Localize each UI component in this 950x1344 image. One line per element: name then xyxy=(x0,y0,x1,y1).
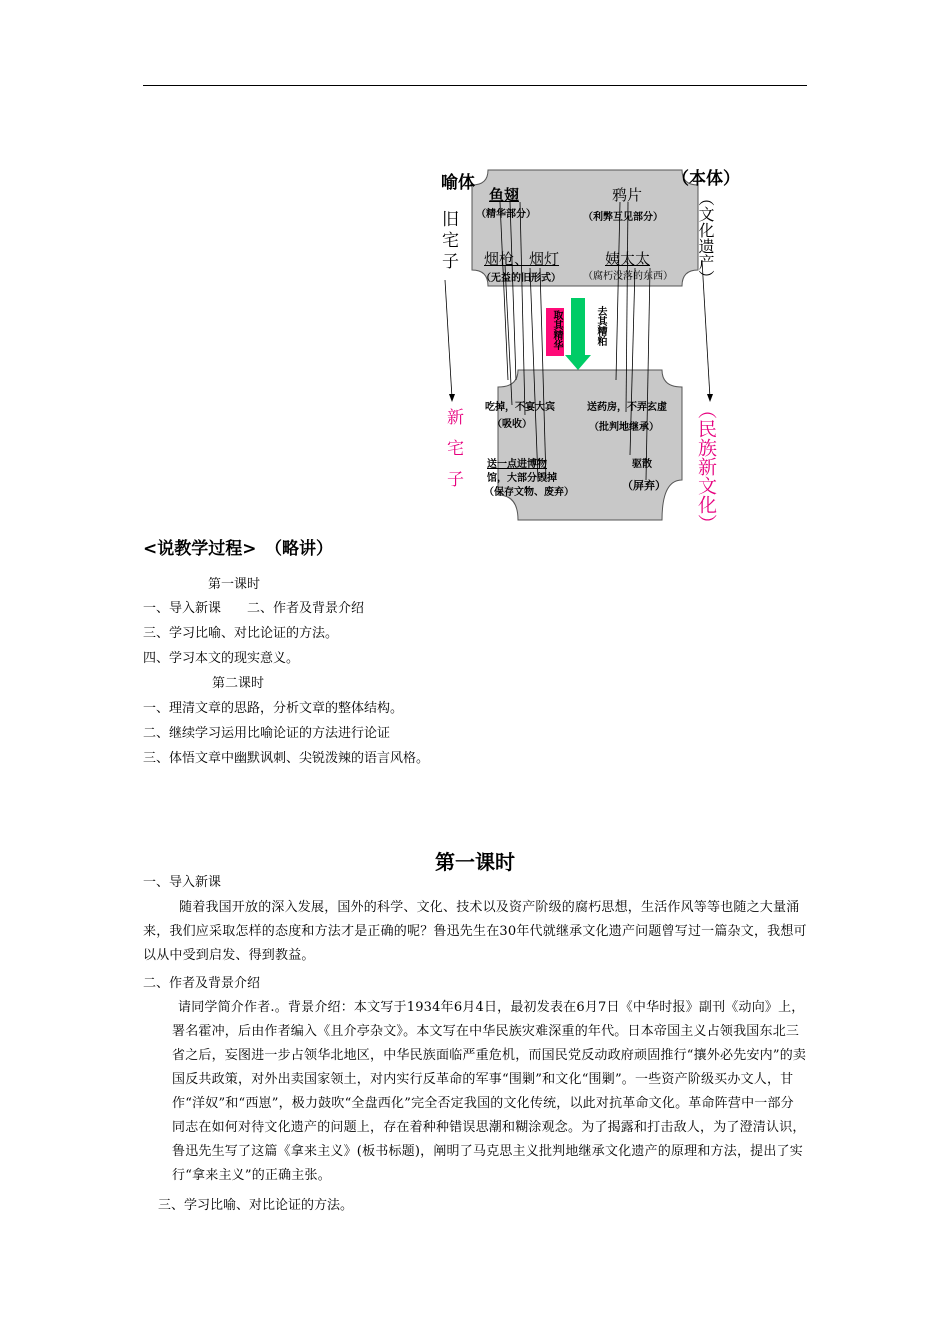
lesson1-item: 一、导入新课 二、作者及背景介绍 xyxy=(143,601,365,616)
section3-heading: 三、学习比喻、对比论证的方法。 xyxy=(158,1198,354,1213)
section-heading: <说教学过程> （略讲） xyxy=(143,539,333,559)
lesson1-item: 四、学习本文的现实意义。 xyxy=(143,651,300,666)
bottom-item-line2: （批判地继承） xyxy=(589,422,659,433)
diagram-right-vertical: （文化遗产） xyxy=(696,190,715,286)
diagram-left-vertical: 旧宅子 xyxy=(438,210,458,273)
header-rule xyxy=(143,85,807,86)
lesson1-title: 第一课时 xyxy=(208,577,261,592)
top-item-sub: （利弊互见部分） xyxy=(583,212,663,223)
pink-label: 取其精华 xyxy=(551,310,562,350)
bottom-item-line2: （吸收） xyxy=(492,419,532,430)
main-title: 第一课时 xyxy=(435,850,515,874)
lesson2-item: 三、体悟文章中幽默讽刺、尖锐泼辣的语言风格。 xyxy=(143,751,430,766)
arrow-label: 去其糟粕 xyxy=(595,306,606,346)
lesson1-item: 三、学习比喻、对比论证的方法。 xyxy=(143,626,339,641)
bottom-item-line2: （屏弃） xyxy=(622,479,666,492)
section2-heading: 二、作者及背景介绍 xyxy=(143,976,261,991)
bottom-item-line1: 吃掉，不宴大宾 xyxy=(485,402,555,413)
green-arrow-shaft xyxy=(571,298,585,358)
bottom-item-line3: （保存文物、废弃） xyxy=(484,487,574,498)
diagram-left-title: 喻体 xyxy=(441,173,475,193)
top-item-name: 姨太太 xyxy=(605,250,651,268)
section1-paragraph: 随着我国开放的深入发展，国外的科学、文化、技术以及资产阶级的腐朽思想，生活作风等等也随之大量涌来，我们应采取怎样的态度和方法才是正确的呢？鲁迅先生在30年代就继承文化遗产问题曾写过一篇杂文，我想可以从中受到启发、得到教益。 xyxy=(143,900,807,963)
lesson2-item: 二、继续学习运用比喻论证的方法进行论证 xyxy=(143,726,391,741)
bottom-item-line1: 送一点进博物 xyxy=(487,459,547,470)
diagram-bottom-right-vertical: （民族新文化） xyxy=(695,400,717,533)
top-item-name: 鱼翅 xyxy=(489,186,520,204)
lesson2-title: 第二课时 xyxy=(212,676,265,691)
diagram-right-title: （本体） xyxy=(672,169,740,189)
top-item-sub: （精华部分） xyxy=(476,209,536,220)
diagram-bottom-left-vertical: 新宅子 xyxy=(443,408,463,501)
bottom-item-line1: 驱散 xyxy=(632,459,652,470)
section2-paragraph: 请同学简介作者.。背景介绍：本文写于1934年6月4日，最初发表在6月7日《中华时报》副刊《动向》上，署名霍冲，后由作者编入《且介亭杂文》。本文写在中华民族灾难深重的年代。日本帝国主义占领我国东北三省之后，妄图进一步占领华北地区，中华民族面临严重危机，而国民党反动政府顽固推行“攘外必先安内”的卖国反共政策，对外出卖国家领土，对内实行反革命的军事“围剿”和文化“围剿”。一些资产阶级买办文人，甘作“洋奴”和“西崽”，极力鼓吹“全盘西化”完全否定我国的文化传统，以此对抗革命文化。革命阵营中一部分同志在如何对待文化遗产的问题上，存在着种种错误思潮和糊涂观念。为了揭露和打击敌人，为了澄清认识，鲁迅先生写了这篇《拿来主义》(板书标题)，阐明了马克思主义批判地继承文化遗产的原理和方法，提出了实行“拿来主义”的正确主张。 xyxy=(172,1000,807,1183)
top-item-name: 烟枪、烟灯 xyxy=(484,250,560,268)
bottom-item-line2: 馆，大部分毁掉 xyxy=(487,473,557,484)
top-item-sub: （无益的旧形式） xyxy=(481,273,561,284)
lesson2-item: 一、理清文章的思路，分析文章的整体结构。 xyxy=(143,701,404,716)
bottom-item-line1: 送药房，不弄玄虚 xyxy=(587,402,667,413)
green-arrow-head xyxy=(565,355,591,370)
top-item-sub: （腐朽没落的东西） xyxy=(583,271,673,282)
section1-heading: 一、导入新课 xyxy=(143,875,222,890)
top-item-name: 鸦片 xyxy=(612,186,643,204)
